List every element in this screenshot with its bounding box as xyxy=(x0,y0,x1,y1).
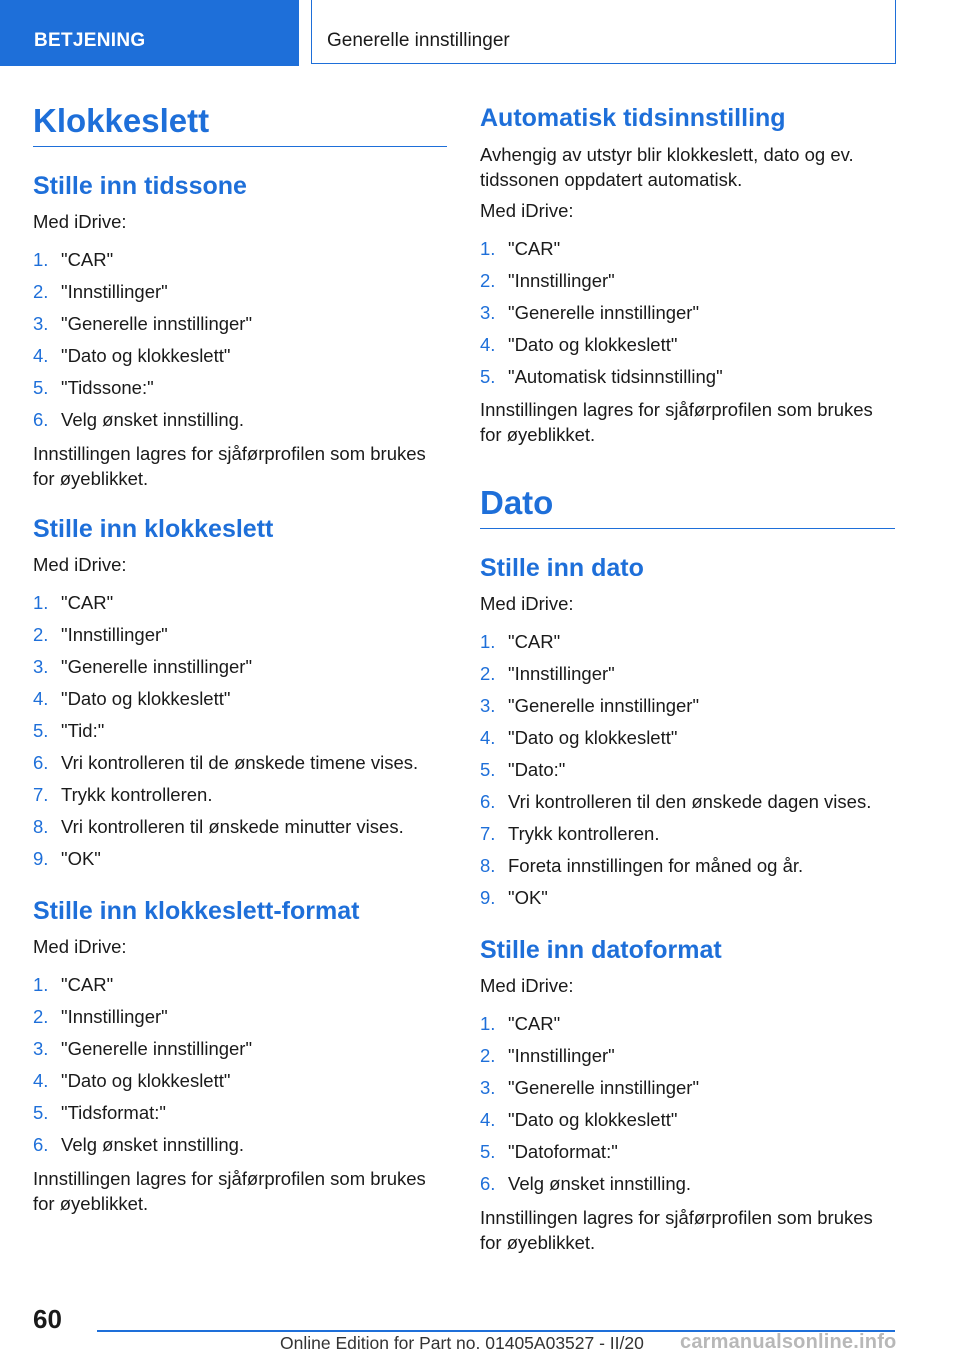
step-number: 2. xyxy=(480,270,496,291)
step-number: 1. xyxy=(480,631,496,652)
step-text: "Innstillinger" xyxy=(61,281,168,302)
step-number: 4. xyxy=(33,1070,49,1091)
list-item xyxy=(480,694,895,726)
step-number: 4. xyxy=(480,334,496,355)
list-item xyxy=(33,280,447,312)
step-text: "OK" xyxy=(508,887,548,908)
section-label: BETJENING xyxy=(34,30,146,51)
step-number: 5. xyxy=(33,1102,49,1123)
step-number: 6. xyxy=(33,1134,49,1155)
list-item xyxy=(480,1012,895,1044)
watermark-text: carmanualsonline.info xyxy=(680,1331,897,1353)
list-item xyxy=(33,376,447,408)
list-item xyxy=(480,1108,895,1140)
step-number: 2. xyxy=(33,281,49,302)
list-item xyxy=(33,1037,447,1069)
step-text: "CAR" xyxy=(508,1013,561,1034)
heading-date: Stille inn dato xyxy=(480,554,644,582)
step-text: Foreta innstillingen for måned og år. xyxy=(508,855,804,876)
step-text: "CAR" xyxy=(61,592,114,613)
step-number: 3. xyxy=(33,313,49,334)
list-item xyxy=(480,854,895,886)
list-item xyxy=(33,815,447,847)
step-text: "Generelle innstillinger" xyxy=(508,695,700,716)
list-item xyxy=(33,783,447,815)
auto-description: Avhengig av utstyr blir klokkeslett, dato og ev. tidssonen oppdatert automatisk. xyxy=(480,144,854,190)
step-number: 7. xyxy=(33,784,49,805)
list-item xyxy=(33,312,447,344)
step-number: 2. xyxy=(33,1006,49,1027)
step-text: "Generelle innstillinger" xyxy=(61,313,253,334)
step-text: "Innstillinger" xyxy=(508,270,615,291)
list-item xyxy=(33,719,447,751)
step-number: 2. xyxy=(480,663,496,684)
step-text: "Generelle innstillinger" xyxy=(508,1077,700,1098)
step-text: "Generelle innstillinger" xyxy=(508,302,700,323)
step-number: 5. xyxy=(480,1141,496,1162)
step-text: "OK" xyxy=(61,848,101,869)
list-item xyxy=(480,269,895,301)
step-number: 4. xyxy=(480,727,496,748)
step-text: "Dato og klokkeslett" xyxy=(61,688,231,709)
step-text: "Dato og klokkeslett" xyxy=(508,334,678,355)
step-text: "Innstillinger" xyxy=(508,663,615,684)
step-number: 1. xyxy=(33,974,49,995)
list-item xyxy=(480,237,895,269)
heading-dateformat: Stille inn datoformat xyxy=(480,936,722,964)
step-text: "CAR" xyxy=(61,249,114,270)
step-number: 3. xyxy=(480,1077,496,1098)
dateformat-steps xyxy=(480,1012,895,1204)
step-number: 8. xyxy=(480,855,496,876)
list-item xyxy=(33,1101,447,1133)
step-text: "Generelle innstillinger" xyxy=(61,656,253,677)
list-item xyxy=(33,751,447,783)
footer-edition: Online Edition for Part no. 01405A03527 - II/20 xyxy=(280,1333,644,1353)
step-text: "Datoformat:" xyxy=(508,1141,618,1162)
list-item xyxy=(33,1133,447,1165)
auto-steps xyxy=(480,237,895,397)
step-number: 8. xyxy=(33,816,49,837)
step-text: "Tidssone:" xyxy=(61,377,154,398)
step-text: "Innstillinger" xyxy=(61,1006,168,1027)
list-item xyxy=(480,333,895,365)
step-text: Velg ønsket innstilling. xyxy=(61,1134,245,1155)
step-number: 3. xyxy=(480,302,496,323)
auto-note: Innstillingen lagres for sjåførprofilen som brukes for øyeblikket. xyxy=(480,399,873,445)
step-text: Vri kontrolleren til den ønskede dagen vises. xyxy=(508,791,872,812)
step-text: Velg ønsket innstilling. xyxy=(61,409,245,430)
step-number: 6. xyxy=(480,1173,496,1194)
list-item xyxy=(480,726,895,758)
step-text: "Dato:" xyxy=(508,759,566,780)
section-title-klokkeslett: Klokkeslett xyxy=(33,102,447,147)
step-number: 1. xyxy=(480,238,496,259)
time-steps xyxy=(33,591,447,879)
time-intro: Med iDrive: xyxy=(33,554,127,575)
step-number: 3. xyxy=(33,1038,49,1059)
list-item xyxy=(33,248,447,280)
timezone-steps xyxy=(33,248,447,440)
step-number: 1. xyxy=(33,249,49,270)
header-chapter-box xyxy=(311,0,896,64)
timeformat-steps xyxy=(33,973,447,1165)
step-text: Velg ønsket innstilling. xyxy=(508,1173,692,1194)
list-item xyxy=(480,1076,895,1108)
step-number: 5. xyxy=(480,366,496,387)
heading-auto: Automatisk tidsinnstilling xyxy=(480,104,786,132)
step-number: 4. xyxy=(33,688,49,709)
list-item xyxy=(480,1172,895,1204)
list-item xyxy=(480,1140,895,1172)
step-text: "Tid:" xyxy=(61,720,105,741)
list-item xyxy=(33,847,447,879)
list-item xyxy=(33,1005,447,1037)
step-text: "Dato og klokkeslett" xyxy=(508,1109,678,1130)
step-text: "Innstillinger" xyxy=(508,1045,615,1066)
auto-intro: Med iDrive: xyxy=(480,200,574,221)
list-item xyxy=(480,758,895,790)
step-number: 9. xyxy=(33,848,49,869)
step-text: "CAR" xyxy=(508,238,561,259)
step-number: 1. xyxy=(33,592,49,613)
heading-time: Stille inn klokkeslett xyxy=(33,515,274,543)
timezone-note: Innstillingen lagres for sjåførprofilen som brukes for øyeblikket. xyxy=(33,443,426,489)
step-text: Trykk kontrolleren. xyxy=(61,784,213,805)
step-number: 2. xyxy=(480,1045,496,1066)
step-text: "Dato og klokkeslett" xyxy=(61,345,231,366)
step-number: 1. xyxy=(480,1013,496,1034)
step-number: 4. xyxy=(33,345,49,366)
date-steps xyxy=(480,630,895,918)
step-number: 7. xyxy=(480,823,496,844)
step-text: "Tidsformat:" xyxy=(61,1102,166,1123)
list-item xyxy=(33,408,447,440)
list-item xyxy=(33,344,447,376)
timeformat-note: Innstillingen lagres for sjåførprofilen som brukes for øyeblikket. xyxy=(33,1168,426,1214)
timezone-intro: Med iDrive: xyxy=(33,211,127,232)
list-item xyxy=(33,591,447,623)
step-number: 5. xyxy=(480,759,496,780)
step-number: 3. xyxy=(480,695,496,716)
list-item xyxy=(480,301,895,333)
dateformat-intro: Med iDrive: xyxy=(480,975,574,996)
heading-timeformat: Stille inn klokkeslett-format xyxy=(33,897,360,925)
step-text: "Generelle innstillinger" xyxy=(61,1038,253,1059)
step-number: 6. xyxy=(33,752,49,773)
list-item xyxy=(480,662,895,694)
list-item xyxy=(480,630,895,662)
page-number: 60 xyxy=(33,1304,62,1334)
list-item xyxy=(33,687,447,719)
step-number: 4. xyxy=(480,1109,496,1130)
step-text: Vri kontrolleren til ønskede minutter vises. xyxy=(61,816,404,837)
step-text: "CAR" xyxy=(508,631,561,652)
list-item xyxy=(33,1069,447,1101)
heading-timezone: Stille inn tidssone xyxy=(33,172,247,200)
section-title-dato: Dato xyxy=(480,484,895,529)
step-text: "Automatisk tidsinnstilling" xyxy=(508,366,723,387)
chapter-label: Generelle innstillinger xyxy=(327,30,510,51)
step-text: Vri kontrolleren til de ønskede timene vises. xyxy=(61,752,419,773)
step-number: 3. xyxy=(33,656,49,677)
list-item xyxy=(480,822,895,854)
dateformat-note: Innstillingen lagres for sjåførprofilen som brukes for øyeblikket. xyxy=(480,1207,873,1253)
list-item xyxy=(33,623,447,655)
step-number: 5. xyxy=(33,377,49,398)
step-number: 6. xyxy=(480,791,496,812)
step-text: "Dato og klokkeslett" xyxy=(508,727,678,748)
step-number: 9. xyxy=(480,887,496,908)
list-item xyxy=(480,1044,895,1076)
date-intro: Med iDrive: xyxy=(480,593,574,614)
list-item xyxy=(33,655,447,687)
step-number: 5. xyxy=(33,720,49,741)
list-item xyxy=(33,973,447,1005)
header-section-tab xyxy=(0,0,299,66)
step-text: Trykk kontrolleren. xyxy=(508,823,660,844)
step-number: 2. xyxy=(33,624,49,645)
list-item xyxy=(480,790,895,822)
list-item xyxy=(480,886,895,918)
step-text: "CAR" xyxy=(61,974,114,995)
step-text: "Dato og klokkeslett" xyxy=(61,1070,231,1091)
timeformat-intro: Med iDrive: xyxy=(33,936,127,957)
list-item xyxy=(480,365,895,397)
step-text: "Innstillinger" xyxy=(61,624,168,645)
step-number: 6. xyxy=(33,409,49,430)
